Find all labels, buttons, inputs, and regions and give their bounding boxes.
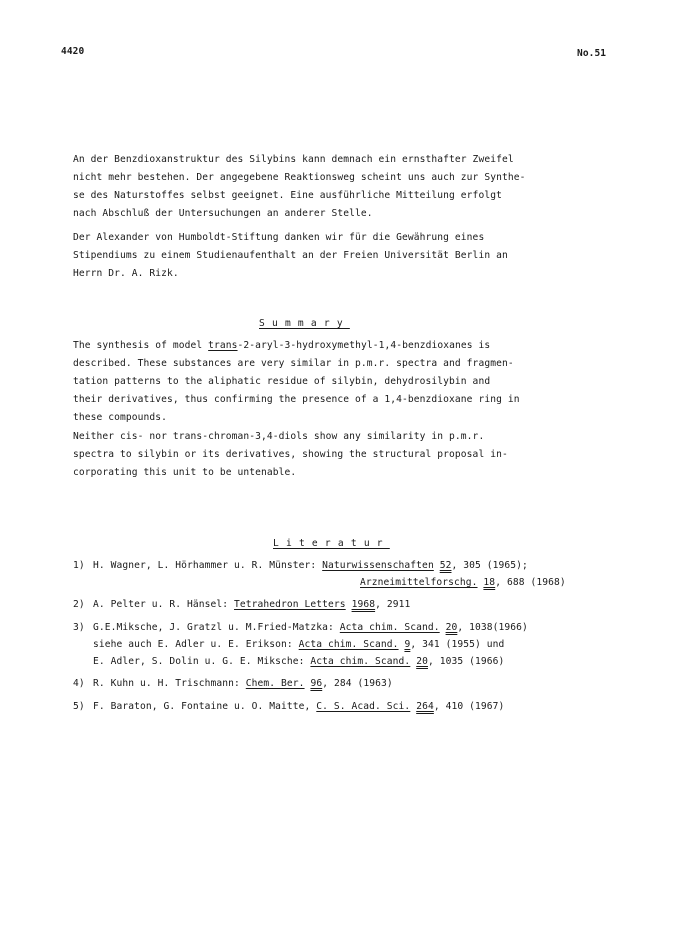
journal-name: Tetrahedron Letters [234,599,346,610]
pages-year: , 410 (1967) [433,701,505,712]
pages-year: , 688 (1968) [495,577,566,588]
text-line: Stipendiums zu einem Studienaufenthalt an der Freien Universität Berlin an [73,250,508,261]
text-line [73,340,490,351]
volume-number: 20 [416,656,428,667]
volume-number: 9 [404,639,411,650]
text-line: nach Abschluß der Untersuchungen an anderer Stelle. [73,208,373,219]
reference-number: 3) [73,622,85,633]
journal-name: Acta chim. Scand. [339,622,440,633]
volume-number: 96 [310,678,323,689]
reference-line [93,701,504,712]
text-line: Herrn Dr. A. Rizk. [73,268,179,279]
text-line: nicht mehr bestehen. Der angegebene Reaktionsweg scheint uns auch zur Synthe- [73,172,526,183]
reference-authors: G.E.Miksche, J. Gratzl u. M.Fried-Matzka: [93,622,340,633]
reference-number: 5) [73,701,85,712]
journal-name: Arzneimittelforschg. [360,577,478,588]
reference-authors: siehe auch E. Adler u. E. Erikson: [93,639,299,650]
trans-emphasis: trans [208,340,238,351]
text-line: spectra to silybin or its derivatives, showing the structural proposal in- [73,449,508,460]
reference-line [93,599,410,610]
reference-authors: H. Wagner, L. Hörhammer u. R. Münster: [93,560,323,571]
text-run: The synthesis of model [73,340,209,351]
journal-name: Acta chim. Scand. [310,656,411,667]
volume-number: 264 [416,701,434,712]
volume-number: 1968 [351,599,376,610]
text-line: Neither cis- nor trans-chroman-3,4-diols show any similarity in p.m.r. [73,431,485,442]
pages-year: , 305 (1965); [451,560,528,571]
text-line: their derivatives, thus confirming the presence of a 1,4-benzdioxane ring in [73,394,520,405]
journal-name: Chem. Ber. [245,678,305,689]
text-line: described. These substances are very similar in p.m.r. spectra and fragmen- [73,358,514,369]
text-line: these compounds. [73,412,168,423]
reference-line [93,639,504,650]
reference-authors: E. Adler, S. Dolin u. G. E. Miksche: [93,656,311,667]
reference-list [73,560,633,720]
volume-number: 18 [483,577,496,588]
reference-authors: A. Pelter u. R. Hänsel: [93,599,235,610]
reference-line [93,622,528,633]
text-line: corporating this unit to be untenable. [73,467,297,478]
pages-year: , 341 (1955) und [410,639,505,650]
text-line: se des Naturstoffes selbst geeignet. Eine ausführliche Mitteilung erfolgt [73,190,502,201]
literatur-heading: Literatur [273,538,390,549]
reference-number: 4) [73,678,85,689]
text-line: Der Alexander von Humboldt-Stiftung danken wir für die Gewährung eines [73,232,485,243]
text-run: -2-aryl-3-hydroxymethyl-1,4-benzdioxanes is [237,340,491,351]
reference-line [93,678,393,689]
reference-line [360,577,566,588]
journal-name: Acta chim. Scand. [298,639,399,650]
reference-line [93,560,528,571]
summary-heading: Summary [259,318,350,329]
pages-year: , 1038(1966) [457,622,528,633]
text-line: tation patterns to the aliphatic residue of silybin, dehydrosilybin and [73,376,491,387]
pages-year: , 284 (1963) [322,678,393,689]
issue-number: No.51 [577,48,607,59]
volume-number: 52 [439,560,452,571]
journal-name: C. S. Acad. Sci. [316,701,411,712]
reference-line [93,656,504,667]
journal-name: Naturwissenschaften [322,560,434,571]
pages-year: , 1035 (1966) [427,656,505,667]
page-number: 4420 [61,46,85,57]
pages-year: , 2911 [375,599,411,610]
volume-number: 20 [445,622,458,633]
reference-number: 2) [73,599,85,610]
reference-authors: R. Kuhn u. H. Trischmann: [93,678,246,689]
reference-authors: F. Baraton, G. Fontaine u. O. Maitte, [93,701,317,712]
text-line: An der Benzdioxanstruktur des Silybins kann demnach ein ernsthafter Zweifel [73,154,514,165]
reference-number: 1) [73,560,85,571]
